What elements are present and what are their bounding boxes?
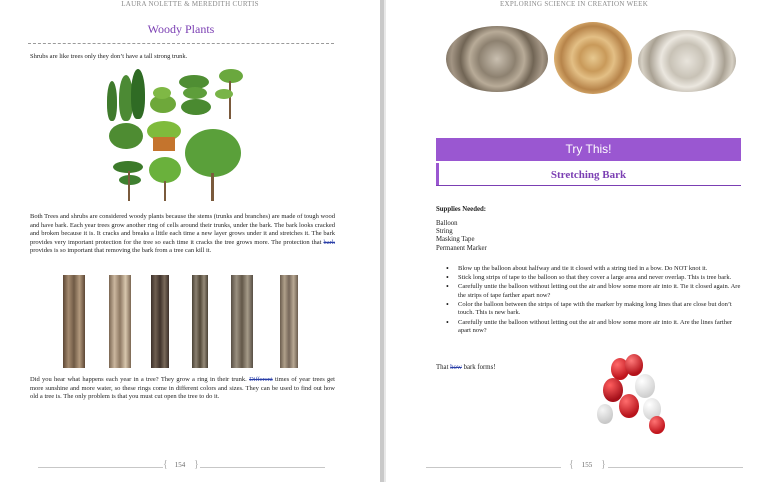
right-page [386, 0, 762, 482]
step-item: • Carefully untie the balloon without letting out the air and blow some more air into it. Tie it closed again. Are the strips of tape farther apart now? [454, 283, 744, 300]
supply-item: Balloon [436, 220, 458, 227]
right-footer-brace-close: } [601, 459, 606, 470]
para1-markup: bark [323, 238, 335, 246]
supplies-list [436, 220, 487, 253]
right-footer-brace-open: { [569, 459, 574, 470]
step-item: • Blow up the balloon about halfway and tie it closed with a string tied in a bow. Do NOT knot it. [454, 265, 744, 274]
step-item: • Stick long strips of tape to the balloon so that they cover a large area and never overlap. This is tree bark. [454, 274, 744, 283]
left-footer-brace-close: } [194, 459, 199, 470]
para1-text-a: Both Trees and shrubs are considered woody plants because the stems (trunks and branches) are made of tough wood and have bark. Each year trees grow another ring of cells around their trunks, under the bark. The bark looks cracked and broken because it is. It cracks and breaks a little each time a new layer grows under it and stretches it. The bark provides very important protection for the tree so each time it cracks the tree grows more. The protection that [30, 213, 335, 246]
title-divider [28, 43, 334, 44]
step-item: • Carefully untie the balloon without letting out the air and blow some more air into it. Are the lines farther apart now? [454, 319, 744, 336]
right-footer-rule-left [426, 467, 561, 468]
supply-item: Masking Tape [436, 236, 475, 244]
balloons-image [591, 350, 671, 435]
right-footer-rule-right [608, 467, 743, 468]
para1-text-b: provides is so important that removing the bark from a tree can kill it. [30, 247, 212, 255]
right-running-header: EXPLORING SCIENCE IN CREATION WEEK [499, 0, 649, 8]
intro-text: Shrubs are like trees only they don’t have a tall strong trunk. [30, 53, 188, 60]
woody-plants-paragraph [30, 213, 335, 256]
left-page-number: 154 [174, 461, 186, 469]
shrubs-image [105, 65, 255, 205]
instruction-steps [454, 265, 744, 336]
step-item: • Color the balloon between the strips of tape with the marker by making long lines that are close but don’t touch. This is new bark. [454, 301, 744, 318]
closing-text-a: That [436, 364, 451, 371]
left-running-header: LAURA NOLETTE & MEREDITH CURTIS [121, 0, 259, 8]
supplies-heading: Supplies Needed: [436, 206, 487, 213]
supply-item: String [436, 228, 453, 236]
closing-text [436, 364, 495, 371]
tree-rings-paragraph [30, 376, 335, 402]
right-page-number: 155 [581, 461, 593, 469]
activity-title-underline [436, 185, 741, 186]
try-this-banner: Try This! [436, 138, 741, 161]
closing-markup: how [450, 364, 462, 371]
left-page [0, 0, 380, 482]
para2-markup: Different [249, 376, 273, 383]
closing-text-b: bark forms! [461, 364, 496, 371]
para2-text-b: times of year trees get more sunshine and more water, so these rings come in different colors and sizes. They can be used to find out how old a tree is. The only problem is that you must cut open the tree to do it. [30, 376, 335, 401]
left-footer-rule-right [200, 467, 325, 468]
left-footer-brace-open: { [163, 459, 168, 470]
supply-item: Permanent Marker [436, 244, 487, 252]
para2-text-a: Did you hear what happens each year in a tree? They grow a ring in their trunk. [30, 376, 250, 383]
page-title: Woody Plants [147, 22, 215, 36]
left-footer-rule-left [38, 467, 163, 468]
activity-title: Stretching Bark [550, 169, 627, 181]
